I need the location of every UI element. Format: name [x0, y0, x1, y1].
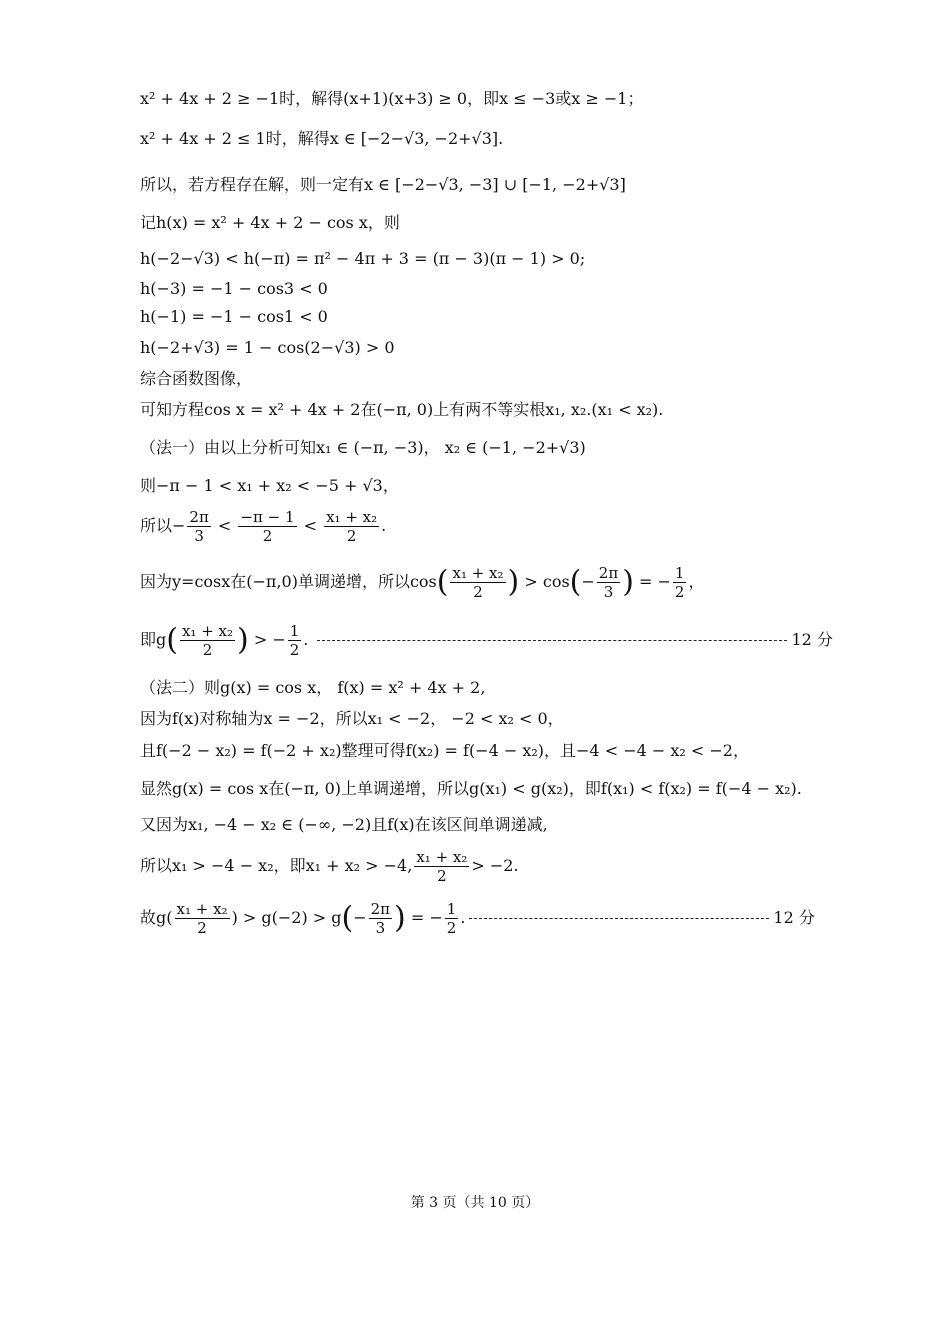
numerator: 1: [289, 622, 300, 640]
text: 所以x₁ > −4 − x₂，即x₁ + x₂ > −4,: [140, 856, 413, 875]
numerator: x₁ + x₂: [416, 848, 468, 866]
fraction: [369, 900, 392, 937]
numerator: 1: [674, 564, 685, 582]
numerator: 2π: [598, 564, 619, 582]
text: ，: [688, 572, 705, 591]
line-4: 记h(x) = x² + 4x + 2 − cos x，则: [140, 213, 400, 232]
line-14: 因为y=cosx在(−π,0)单调递增，所以cos( $\frac{\text{x₁ + x₂}}{2}$ ) > cos(− $\frac{2\pi}{3}$ ) = − $\frac{1}{2}$ ，: [140, 564, 705, 601]
numerator: 2π: [370, 900, 391, 918]
text: > −: [253, 630, 286, 649]
line-13: [140, 508, 386, 545]
line-16: （法二）则g(x) = cos x， f(x) = x² + 4x + 2,: [140, 678, 486, 697]
fraction: [445, 900, 459, 937]
line-2: x² + 4x + 2 ≤ 1时，解得x ∈ [−2−√3, −2+√3].: [140, 129, 504, 148]
denominator: 2: [202, 641, 213, 659]
denominator: 2: [446, 919, 457, 937]
fraction: [414, 848, 469, 885]
score-label: 12 分: [773, 908, 815, 927]
denominator: 2: [289, 641, 300, 659]
text: 所以−: [140, 516, 186, 535]
line-19: 显然g(x) = cos x在(−π, 0)上单调递增，所以g(x₁) < g(x₂)，即f(x₁) < f(x₂) = f(−4 − x₂).: [140, 779, 802, 798]
text: <: [217, 516, 232, 535]
line-7: h(−1) = −1 − cos1 < 0: [140, 307, 328, 326]
line-11: （法一）由以上分析可知x₁ ∈ (−π, −3)， x₂ ∈ (−1, −2+√3): [140, 438, 586, 457]
dashed-leader: [469, 918, 769, 919]
denominator: 2: [473, 583, 483, 601]
fraction: [450, 564, 505, 601]
denominator: 2: [437, 867, 447, 885]
text: 因为y=cosx在(−π,0)单调递增，所以cos: [140, 572, 437, 591]
denominator: 2: [674, 583, 685, 601]
line-9: 综合函数图像，: [140, 369, 253, 388]
denominator: 3: [603, 583, 614, 601]
dashed-leader: [317, 640, 787, 641]
text: = −: [639, 572, 671, 591]
fraction: [187, 508, 210, 545]
line-17: 因为f(x)对称轴为x = −2，所以x₁ < −2， −2 < x₂ < 0，: [140, 709, 564, 728]
line-12: 则−π − 1 < x₁ + x₂ < −5 + √3，: [140, 476, 399, 495]
line-10: 可知方程cos x = x² + 4x + 2在(−π, 0)上有两不等实根x₁, x₂.(x₁ < x₂).: [140, 400, 664, 419]
line-20: 又因为x₁, −4 − x₂ ∈ (−∞, −2)且f(x)在该区间单调递减,: [140, 815, 548, 834]
line-6: h(−3) = −1 − cos3 < 0: [140, 279, 328, 298]
text: ) > g(−2) > g: [231, 908, 342, 927]
denominator: 2: [197, 919, 207, 937]
line-1: x² + 4x + 2 ≥ −1时，解得(x+1)(x+3) ≥ 0，即x ≤ −3或x ≥ −1；: [140, 89, 644, 108]
line-3: 所以，若方程存在解，则一定有x ∈ [−2−√3, −3] ∪ [−1, −2+√3]: [140, 175, 626, 194]
numerator: 2π: [189, 508, 209, 526]
text: = −: [410, 908, 443, 927]
fraction: [673, 564, 687, 601]
numerator: x₁ + x₂: [181, 622, 234, 640]
fraction: [175, 900, 230, 937]
line-15: 即g( $\frac{\text{x₁ + x₂}}{2}$ ) > − $\frac{1}{2}$ . 12 分: [140, 622, 833, 659]
text: 故g(: [140, 908, 173, 927]
line-18: 且f(−2 − x₂) = f(−2 + x₂)整理可得f(x₂) = f(−4 − x₂)，且−4 < −4 − x₂ < −2，: [140, 741, 749, 760]
numerator: −π − 1: [240, 508, 295, 526]
text: > −2.: [471, 856, 519, 875]
line-8: h(−2+√3) = 1 − cos(2−√3) > 0: [140, 338, 395, 357]
denominator: 2: [262, 527, 273, 545]
denominator: 3: [194, 527, 204, 545]
denominator: 3: [375, 919, 386, 937]
text: .: [381, 516, 387, 535]
fraction: [238, 508, 296, 545]
numerator: 1: [446, 900, 457, 918]
text: <: [303, 516, 317, 535]
line-21: [140, 848, 519, 885]
text: .: [303, 630, 309, 649]
denominator: 2: [346, 527, 357, 545]
numerator: x₁ + x₂: [452, 564, 504, 582]
numerator: x₁ + x₂: [326, 508, 378, 526]
line-5: h(−2−√3) < h(−π) = π² − 4π + 3 = (π − 3)(π − 1) > 0;: [140, 249, 586, 268]
fraction: [180, 622, 235, 659]
text: 即g: [140, 630, 167, 649]
line-22: 故g( $\frac{\text{x₁ + x₂}}{2}$ ) > g(−2) > g(− $\frac{2\pi}{3}$ ) = − $\frac{1}{2}$ . 12 分: [140, 900, 815, 937]
score-label: 12 分: [791, 630, 833, 649]
fraction: [288, 622, 302, 659]
fraction: [597, 564, 620, 601]
fraction: [324, 508, 379, 545]
page-footer: 第 3 页（共 10 页）: [410, 1195, 540, 1211]
text: > cos: [524, 572, 570, 591]
text: .: [460, 908, 466, 927]
numerator: x₁ + x₂: [176, 900, 228, 918]
